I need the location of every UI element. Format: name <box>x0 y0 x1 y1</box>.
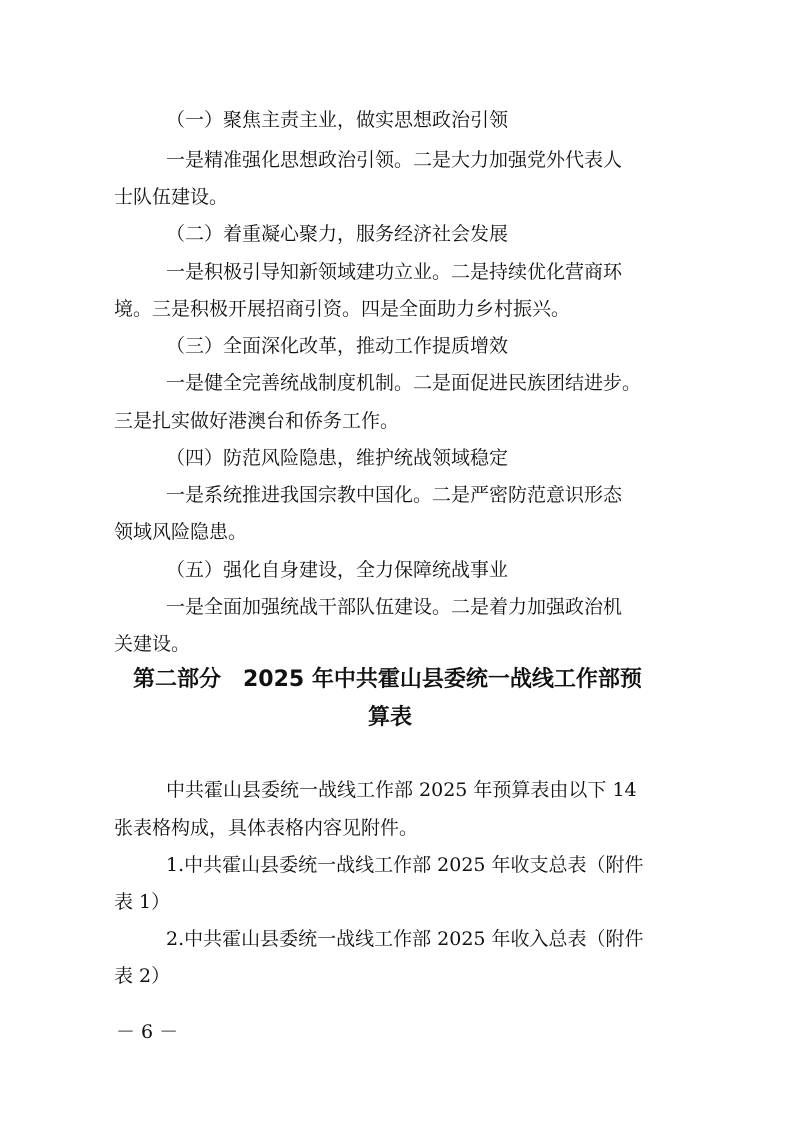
section-heading-2: （二）着重凝心聚力，服务经济社会发展 <box>166 223 509 245</box>
paragraph-line: 一是健全完善统战制度机制。二是面促进民族团结进步。 <box>166 372 642 394</box>
paragraph-line: 张表格构成，具体表格内容见附件。 <box>114 817 419 839</box>
paragraph-line: 境。三是积极开展招商引资。四是全面助力乡村振兴。 <box>114 298 571 320</box>
page-number: － 6 － <box>116 1021 179 1043</box>
list-item-2: 2.中共霍山县委统一战线工作部 2025 年收入总表（附件 <box>166 928 644 950</box>
paragraph-line: 一是精准强化思想政治引领。二是大力加强党外代表人 <box>166 149 623 171</box>
paragraph-line: 士队伍建设。 <box>114 186 229 208</box>
list-item-1-cont: 表 1） <box>114 891 171 913</box>
part-two-heading: 第二部分 2025 年中共霍山县委统一战线工作部预 <box>133 667 642 692</box>
list-item-2-cont: 表 2） <box>114 965 171 987</box>
paragraph-line: 一是积极引导知新领域建功立业。二是持续优化营商环 <box>166 261 623 283</box>
section-heading-5: （五）强化自身建设，全力保障统战事业 <box>166 559 509 581</box>
paragraph-line: 领域风险隐患。 <box>114 521 248 543</box>
section-heading-1: （一）聚焦主责主业，做实思想政治引领 <box>166 109 509 131</box>
section-heading-4: （四）防范风险隐患，维护统战领域稳定 <box>166 447 509 469</box>
list-item-1: 1.中共霍山县委统一战线工作部 2025 年收支总表（附件 <box>166 854 644 876</box>
part-two-heading-cont: 算表 <box>368 705 413 730</box>
paragraph-line: 一是系统推进我国宗教中国化。二是严密防范意识形态 <box>166 484 623 506</box>
paragraph-line: 中共霍山县委统一战线工作部 2025 年预算表由以下 14 <box>166 779 637 801</box>
paragraph-line: 一是全面加强统战干部队伍建设。二是着力加强政治机 <box>166 596 623 618</box>
paragraph-line: 关建设。 <box>114 633 191 655</box>
paragraph-line: 三是扎实做好港澳台和侨务工作。 <box>114 410 400 432</box>
section-heading-3: （三）全面深化改革，推动工作提质增效 <box>166 335 509 357</box>
